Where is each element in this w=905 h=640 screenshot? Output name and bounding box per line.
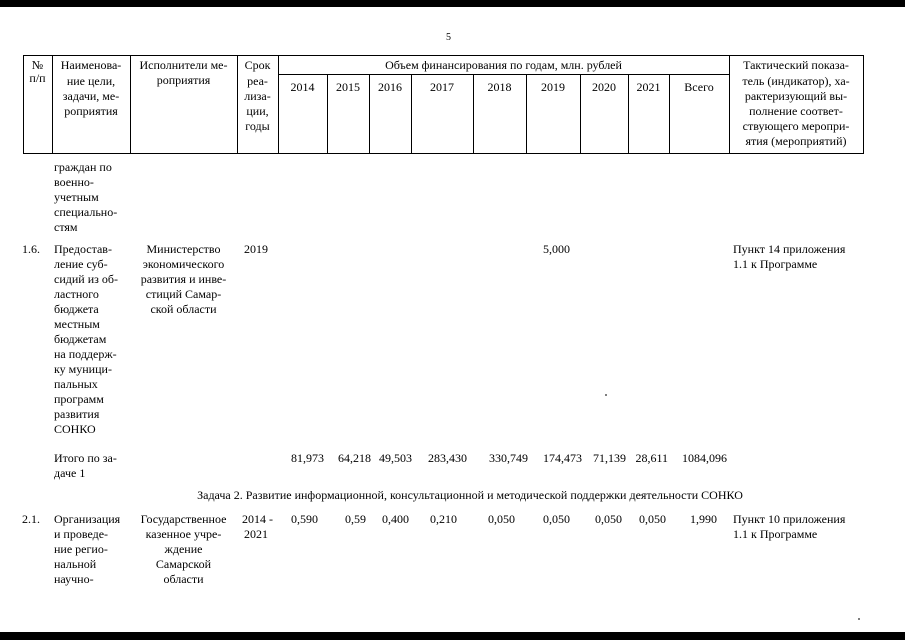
year-2017: 2017 <box>430 80 454 94</box>
row-num: 1.6. <box>22 242 40 256</box>
bottom-border-bar <box>0 632 905 640</box>
top-border-bar <box>0 0 905 7</box>
year-2015: 2015 <box>336 80 360 94</box>
header-bottom-line <box>23 153 864 154</box>
scan-speck <box>605 394 607 396</box>
year-total: Всего <box>684 80 714 94</box>
scan-speck <box>858 618 860 620</box>
page-number: 5 <box>446 32 451 43</box>
year-2020: 2020 <box>592 80 616 94</box>
row-term: 2019 <box>244 242 268 256</box>
year-2019: 2019 <box>541 80 565 94</box>
value-2019: 5,000 <box>543 242 570 256</box>
task-2-title: Задача 2. Развитие информационной, консультационной и методической поддержки деятельности СОНКО <box>197 488 743 502</box>
funding-subheader-line <box>278 74 729 75</box>
year-2014: 2014 <box>290 80 315 94</box>
header-top-line <box>23 55 864 56</box>
year-2016: 2016 <box>378 80 402 94</box>
year-2021: 2021 <box>636 80 661 94</box>
year-2018: 2018 <box>487 80 512 94</box>
row-num: 2.1. <box>22 512 40 526</box>
header-funding: Объем финансирования по годам, млн. рублей <box>385 58 622 72</box>
